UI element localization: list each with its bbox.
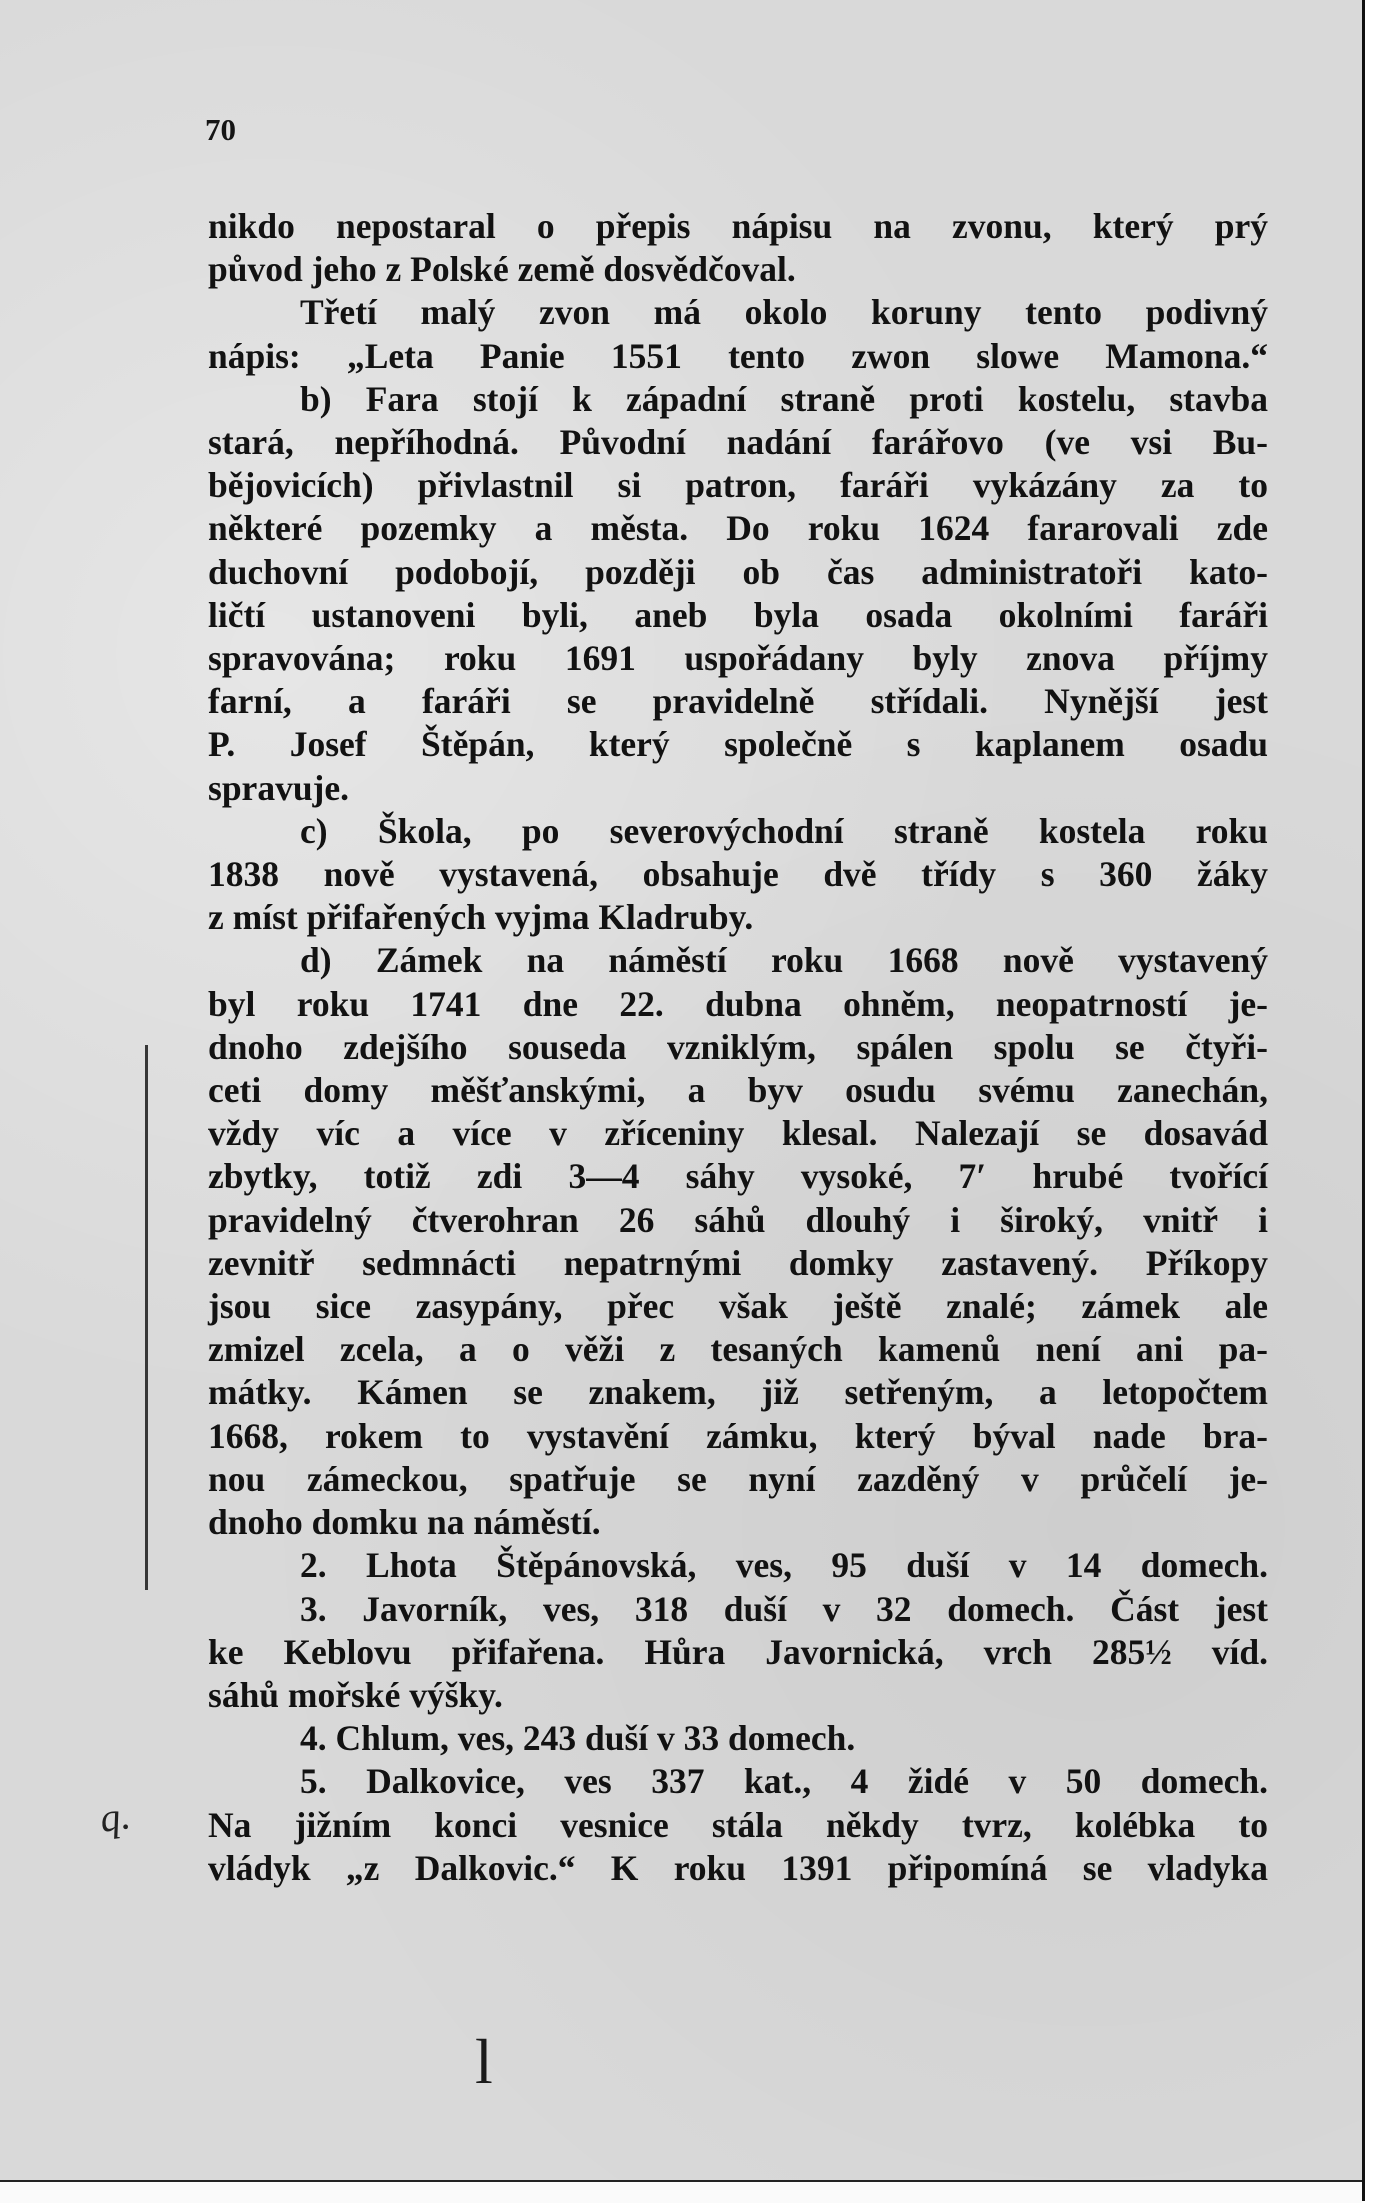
text-line: 5. Dalkovice, ves 337 kat., 4 židé v 50 domech. [300,1761,1268,1802]
text-line: farní, a faráři se pravidelně střídali. Nynější jest [208,681,1268,722]
text-line: d) Zámek na náměstí roku 1668 nově vystavený [300,940,1268,981]
text-line: bějovicích) přivlastnil si patron, faráři vykázány za to [208,465,1268,506]
text-line: nou zámeckou, spatřuje se nyní zazděný v průčelí je- [208,1458,1268,1499]
text-line: ke Keblovu přifařena. Hůra Javornická, vrch 285½ víd. [208,1631,1268,1672]
text-line: ličtí ustanoveni byli, aneb byla osada okolními faráři [208,594,1268,635]
text-line: dnoho zdejšího souseda vzniklým, spálen spolu se čtyři- [208,1026,1268,1067]
text-line: duchovní podobojí, později ob čas administratoři kato- [208,551,1268,592]
text-line: vždy víc a více v zříceniny klesal. Nalezají se dosavád [208,1113,1268,1154]
text-line: 1838 nově vystavená, obsahuje dvě třídy s 360 žáky [208,854,1268,895]
text-line: dnoho domku na náměstí. [208,1502,601,1543]
text-line: sáhů mořské výšky. [208,1674,503,1715]
text-line: b) Fara stojí k západní straně proti kostelu, stavba [300,378,1268,419]
text-line: spravuje. [208,767,350,808]
margin-note: q. [97,1792,133,1841]
bottom-mark: l [475,2026,493,2097]
text-line: stará, nepříhodná. Původní nadání farářovo (ve vsi Bu- [208,422,1268,463]
page-number: 70 [205,112,236,147]
text-line: ceti domy měšťanskými, a byv osudu svému zanechán, [208,1070,1268,1111]
text-line: zmizel zcela, a o věži z tesaných kamenů není ani pa- [208,1329,1268,1370]
text-line: pravidelný čtverohran 26 sáhů dlouhý i široký, vnitř i [208,1199,1268,1240]
page-right-edge [1362,0,1391,2201]
text-line: z míst přifařených vyjma Kladruby. [208,897,754,938]
text-line: jsou sice zasypány, přec však ještě znalé; zámek ale [208,1286,1268,1327]
text-line: 2. Lhota Štěpánovská, ves, 95 duší v 14 domech. [300,1545,1268,1586]
text-line: některé pozemky a města. Do roku 1624 fararovali zde [208,508,1268,549]
text-line: byl roku 1741 dne 22. dubna ohněm, neopatrností je- [208,983,1268,1024]
text-line: 3. Javorník, ves, 318 duší v 32 domech. Část jest [300,1588,1268,1629]
text-line: 4. Chlum, ves, 243 duší v 33 domech. [300,1718,856,1759]
body-text [208,205,1268,1890]
text-line: 1668, rokem to vystavění zámku, který býval nade bra- [208,1415,1268,1456]
text-line: zbytky, totiž zdi 3—4 sáhy vysoké, 7′ hrubé tvořící [208,1156,1268,1197]
text-line: Na jižním konci vesnice stála někdy tvrz, kolébka to [208,1804,1268,1845]
text-line: mátky. Kámen se znakem, již setřeným, a letopočtem [208,1372,1268,1413]
text-line: vládyk „z Dalkovic.“ K roku 1391 připomíná se vladyka [208,1847,1268,1888]
page-bottom-edge [0,2180,1362,2203]
text-line: P. Josef Štěpán, který společně s kaplanem osadu [208,724,1268,765]
text-line: původ jeho z Polské země dosvědčoval. [208,249,796,290]
margin-line [145,1045,148,1590]
text-line: c) Škola, po severovýchodní straně kostela roku [300,810,1268,851]
text-line: nápis: „Leta Panie 1551 tento zwon slowe Mamona.“ [208,335,1268,376]
text-line: spravována; roku 1691 uspořádany byly znova příjmy [208,638,1268,679]
text-line: zevnitř sedmnácti nepatrnými domky zastavený. Příkopy [208,1242,1268,1283]
text-line: Třetí malý zvon má okolo koruny tento podivný [300,292,1268,333]
text-line: nikdo nepostaral o přepis nápisu na zvonu, který prý [208,206,1268,246]
